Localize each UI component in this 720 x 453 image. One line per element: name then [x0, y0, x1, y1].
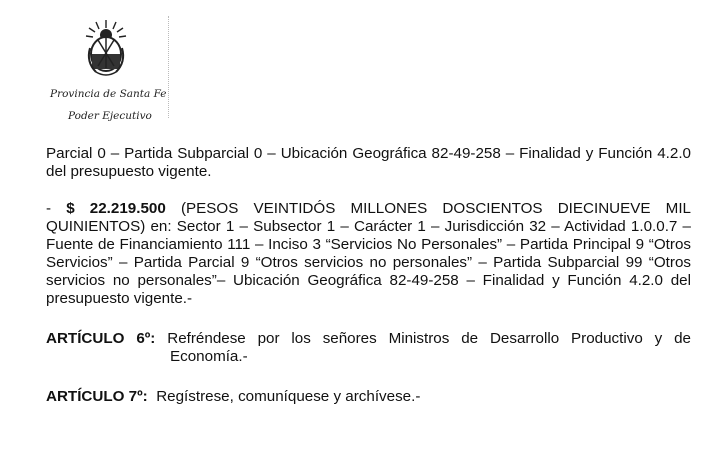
paragraph-1: [46, 145, 691, 181]
paragraph-2-prefix: -: [46, 200, 67, 217]
letterhead-province: Provincia de Santa Fe: [50, 88, 167, 100]
article-7-label: ARTÍCULO 7º:: [46, 388, 148, 405]
article-7: [46, 388, 691, 406]
letterhead-divider: [168, 16, 169, 118]
paragraph-2-amount: $ 22.219.500: [66, 200, 166, 217]
article-6-text-line2: Economía.-: [170, 348, 248, 365]
provincial-seal-icon: [84, 18, 128, 80]
article-6: [46, 330, 691, 366]
paragraph-1-text: Parcial 0 – Partida Subparcial 0 – Ubicación Geográfica 82-49-258 – Finalidad y Función 4.2.0 del presupuesto vigente.: [46, 145, 691, 180]
article-6-text-line1: Refréndese por los señores Ministros de Desarrollo Productivo y de: [167, 330, 691, 347]
letterhead-executive: Poder Ejecutivo: [68, 110, 152, 122]
letterhead: [44, 14, 184, 124]
article-7-text: Regístrese, comuníquese y archívese.-: [156, 388, 421, 405]
paragraph-2-text: (PESOS VEINTIDÓS MILLONES DOSCIENTOS DIECINUEVE MIL QUINIENTOS) en: Sector 1 – Subsector 1 – Carácter 1 – Jurisdicción 32 – Actividad 1.0.0.7 – Fuente de Financiamiento 111 – Inciso 3 “Servicios No Personales” – Partida Principal 9 “Otros Servicios” – Partida Parcial 9 “Otros servicios no personales” – Partida Subparcial 99 “Otros servicios no personales”– Ubicación Geográfica 82-49-258 – Finalidad y Función 4.2.0 del presupuesto vigente.-: [46, 200, 691, 307]
article-6-label: ARTÍCULO 6º:: [46, 330, 156, 347]
paragraph-2: [46, 200, 691, 308]
